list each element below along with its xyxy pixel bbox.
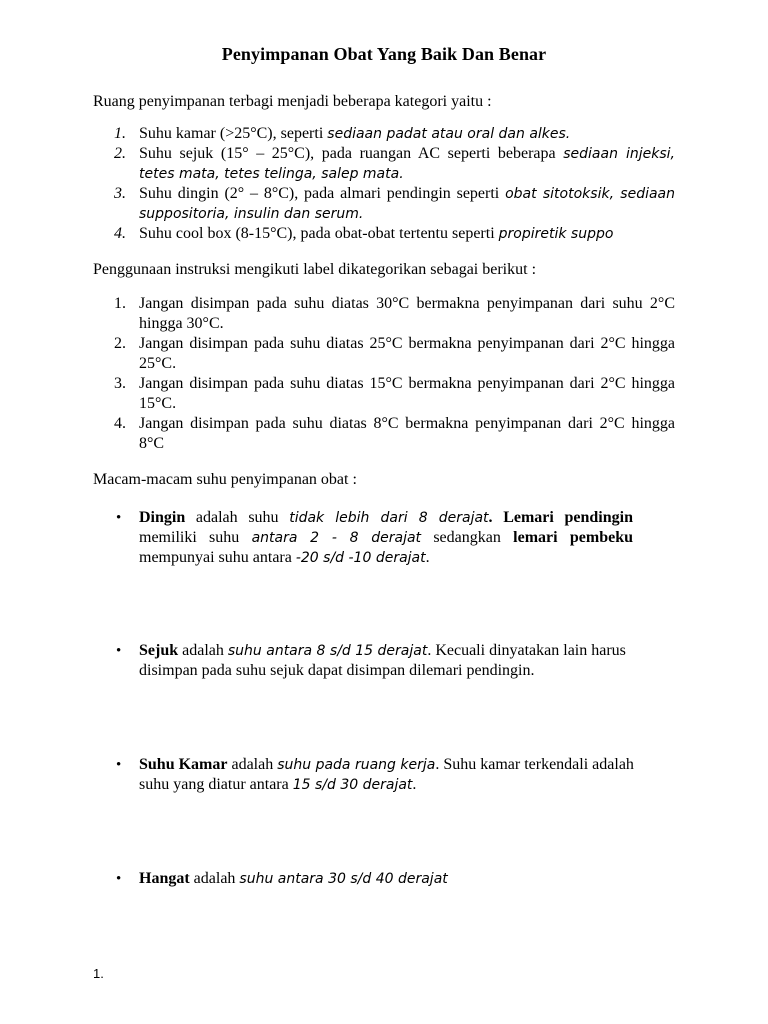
category-text: Suhu dingin (2° – 8°C), pada almari pendingin seperti (139, 185, 506, 202)
text-run: . (488, 509, 504, 526)
italic-run: suhu antara 8 s/d 15 derajat (227, 643, 428, 659)
list-number: 3. (114, 185, 126, 202)
term-label: Sejuk (139, 642, 179, 659)
instruction-text: Jangan disimpan pada suhu diatas 15°C bermakna penyimpanan dari 2°C hingga 15°C. (139, 375, 675, 412)
italic-run: tidak lebih dari 8 derajat (289, 510, 489, 526)
storage-category-list (93, 124, 675, 244)
text-run: adalah (227, 756, 278, 773)
bullet-dingin (93, 508, 633, 568)
list-item (93, 334, 675, 374)
bold-run: Lemari pendingin (503, 509, 633, 526)
category-text: Suhu sejuk (15° – 25°C), pada ruangan AC seperti beberapa (139, 145, 564, 162)
list-number: 3. (114, 375, 126, 392)
instruction-text: Jangan disimpan pada suhu diatas 25°C bermakna penyimpanan dari 2°C hingga 25°C. (139, 335, 675, 372)
italic-run: antara 2 - 8 derajat (251, 530, 422, 546)
bullet-icon: • (116, 510, 122, 526)
text-run: mempunyai suhu antara (139, 549, 296, 566)
text-run: sedangkan (421, 529, 514, 546)
italic-run: -20 s/d -10 derajat (295, 550, 426, 566)
bullet-suhu-kamar (93, 755, 653, 795)
list-item (93, 508, 633, 568)
list-item (93, 755, 653, 795)
list-item (93, 184, 675, 224)
list-item (93, 641, 683, 681)
text-run: . (425, 549, 430, 566)
italic-run: suhu antara 30 s/d 40 derajat (239, 871, 448, 887)
intro-instructions: Penggunaan instruksi mengikuti label dikategorikan sebagai berikut : (93, 261, 537, 278)
bullet-icon: • (116, 757, 122, 773)
category-example: sediaan injeksi, tetes mata, tetes telinga, salep mata. (139, 146, 676, 182)
text-run: adalah suhu (185, 509, 290, 526)
list-item (93, 414, 675, 454)
intro-temperatures: Macam-macam suhu penyimpanan obat : (93, 471, 357, 488)
list-number: 2. (114, 145, 126, 162)
intro-categories: Ruang penyimpanan terbagi menjadi beberapa kategori yaitu : (93, 93, 492, 110)
list-number: 4. (114, 225, 126, 242)
page-title: Penyimpanan Obat Yang Baik Dan Benar (221, 44, 547, 64)
list-item (93, 294, 675, 334)
list-number: 1. (114, 125, 126, 142)
list-number: 2. (114, 335, 126, 352)
instruction-text: Jangan disimpan pada suhu diatas 30°C bermakna penyimpanan dari suhu 2°C hingga 30°C. (139, 295, 675, 332)
text-run: . Kecuali dinyatakan lain harus disimpan pada suhu sejuk dapat disimpan dilemari pendingin. (139, 642, 626, 679)
list-number: 1. (114, 295, 126, 312)
bold-run: lemari pembeku (513, 529, 633, 546)
bullet-icon: • (116, 643, 122, 659)
bullet-sejuk (93, 641, 683, 681)
italic-run: 15 s/d 30 derajat (292, 777, 413, 793)
text-run: . (412, 776, 417, 793)
bullet-hangat (93, 869, 653, 889)
list-item (93, 869, 653, 889)
list-item (93, 124, 675, 144)
instruction-text: Jangan disimpan pada suhu diatas 8°C bermakna penyimpanan dari 2°C hingga 8°C (139, 415, 675, 452)
category-example: obat sitotoksik, sediaan suppositoria, insulin dan serum. (139, 186, 676, 222)
list-item (93, 374, 675, 414)
text-run: . Suhu kamar terkendali adalah suhu yang diatur antara (139, 756, 634, 793)
category-example: propiretik suppo (498, 226, 614, 242)
footer-page-number: 1. (93, 966, 104, 981)
term-label: Hangat (139, 870, 190, 887)
list-number: 4. (114, 415, 126, 432)
bullet-icon: • (116, 871, 122, 887)
list-item (93, 144, 675, 184)
list-item (93, 224, 675, 244)
category-example: sediaan padat atau oral dan alkes. (327, 126, 571, 142)
text-run: adalah (189, 870, 240, 887)
instruction-list (93, 294, 675, 454)
term-label: Dingin (139, 509, 186, 526)
term-label: Suhu Kamar (139, 756, 228, 773)
text-run: adalah (178, 642, 228, 659)
italic-run: suhu pada ruang kerja (277, 757, 436, 773)
category-text: Suhu cool box (8-15°C), pada obat-obat tertentu seperti (139, 225, 499, 242)
text-run: memiliki suhu (139, 529, 252, 546)
category-text: Suhu kamar (>25°C), seperti (139, 125, 328, 142)
